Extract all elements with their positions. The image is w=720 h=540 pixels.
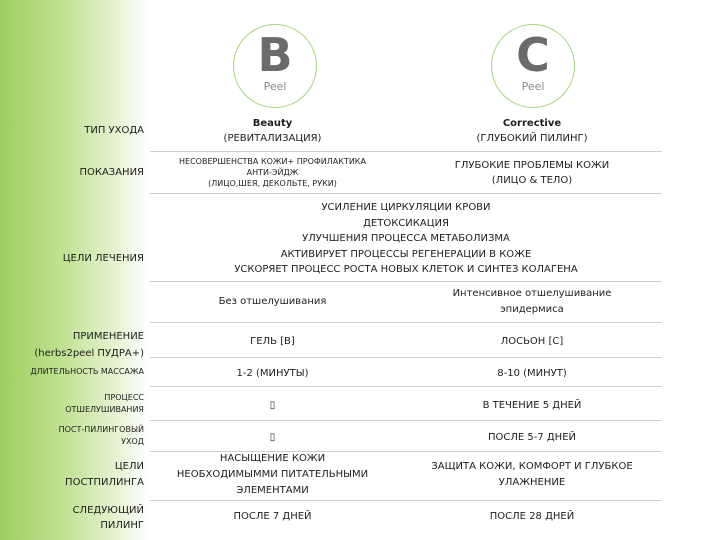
row-divider bbox=[150, 420, 662, 421]
indications-c-cell bbox=[402, 158, 662, 188]
peeling-process-label-line: ОТШЕЛУШИВАНИЯ bbox=[65, 405, 144, 414]
indications-c-line: (ЛИЦО & ТЕЛО) bbox=[491, 175, 573, 186]
row-divider bbox=[150, 193, 662, 194]
peeling-process-label-line: ПРОЦЕСС bbox=[104, 393, 144, 402]
row-divider bbox=[150, 500, 662, 501]
peeling-process-c: В ТЕЧЕНИЕ 5 ДНЕЙ bbox=[482, 400, 582, 411]
application-b: ГЕЛЬ [B] bbox=[250, 336, 295, 347]
exfoliation-b: Без отшелушивания bbox=[218, 296, 327, 307]
next-peel-label-line: ПИЛИНГ bbox=[100, 520, 144, 531]
post-goals-c-line: УЛАЖНЕНИЕ bbox=[498, 477, 566, 488]
type-c-sub: (ГЛУБОКИЙ ПИЛИНГ) bbox=[476, 133, 588, 144]
post-care-label-line: ПОСТ-ПИЛИНГОВЫЙ bbox=[58, 425, 144, 434]
peeling-process-b: ▯ bbox=[269, 400, 276, 411]
next-peel-b: ПОСЛЕ 7 ДНЕЙ bbox=[233, 511, 312, 522]
application-c: ЛОСЬОН [C] bbox=[500, 336, 564, 347]
row-divider bbox=[150, 322, 662, 323]
badge-b-letter: B bbox=[257, 28, 293, 82]
badge-b-sub: Peel bbox=[263, 80, 287, 93]
massage-b: 1-2 (МИНУТЫ) bbox=[236, 368, 309, 379]
row-label-type: ТИП УХОДА bbox=[84, 125, 144, 136]
post-goals-c-cell bbox=[402, 459, 662, 491]
row-label-next-peel bbox=[0, 503, 144, 533]
application-label-line: ПРИМЕНЕНИЕ bbox=[72, 331, 144, 342]
type-b-sub: (РЕВИТАЛИЗАЦИЯ) bbox=[223, 133, 322, 144]
exfoliation-c-line: эпидермиса bbox=[500, 304, 564, 315]
post-care-c: ПОСЛЕ 5-7 ДНЕЙ bbox=[487, 432, 577, 443]
post-goals-label-line: ЦЕЛИ bbox=[114, 461, 144, 472]
type-b-title: Beauty bbox=[252, 118, 293, 129]
application-label-line: (herbs2peel ПУДРА+) bbox=[34, 348, 144, 359]
indications-c-line: ГЛУБОКИЕ ПРОБЛЕМЫ КОЖИ bbox=[454, 160, 610, 171]
post-goals-b-cell bbox=[150, 451, 395, 499]
row-divider bbox=[150, 386, 662, 387]
exfoliation-c-line: Интенсивное отшелушивание bbox=[452, 288, 612, 299]
post-goals-b-line: ЭЛЕМЕНТАМИ bbox=[236, 485, 309, 496]
post-care-label-line: УХОД bbox=[121, 437, 144, 446]
badge-c-letter: C bbox=[516, 28, 550, 82]
goals-line: УСИЛЕНИЕ ЦИРКУЛЯЦИИ КРОВИ bbox=[321, 202, 491, 213]
row-label-post-goals bbox=[0, 459, 144, 491]
post-goals-label-line: ПОСТПИЛИНГА bbox=[65, 477, 144, 488]
indications-b-line: АНТИ-ЭЙДЖ bbox=[246, 168, 299, 177]
row-label-massage: ДЛИТЕЛЬНОСТЬ МАССАЖА bbox=[30, 367, 144, 376]
indications-b-line: НЕСОВЕРШЕНСТВА КОЖИ+ ПРОФИЛАКТИКА bbox=[179, 157, 366, 166]
badge-c-sub: Peel bbox=[521, 80, 545, 93]
next-peel-c: ПОСЛЕ 28 ДНЕЙ bbox=[489, 511, 575, 522]
next-peel-label-line: СЛЕДУЮЩИЙ bbox=[72, 505, 144, 516]
type-c-cell bbox=[402, 116, 662, 146]
post-goals-b-line: НАСЫЩЕНИЕ КОЖИ bbox=[219, 453, 326, 464]
goals-cell bbox=[150, 200, 662, 278]
row-label-goals: ЦЕЛИ ЛЕЧЕНИЯ bbox=[62, 253, 144, 264]
indications-b-line: (ЛИЦО,ШЕЯ, ДЕКОЛЬТЕ, РУКИ) bbox=[208, 179, 337, 188]
row-label-indications: ПОКАЗАНИЯ bbox=[79, 167, 144, 178]
goals-line: АКТИВИРУЕТ ПРОЦЕССЫ РЕГЕНЕРАЦИИ В КОЖЕ bbox=[280, 248, 532, 260]
badge-c-peel bbox=[491, 24, 575, 108]
indications-b-cell bbox=[150, 156, 395, 189]
row-label-post-care bbox=[0, 424, 144, 448]
massage-c: 8-10 (МИНУТ) bbox=[497, 368, 567, 379]
goals-line: УСКОРЯЕТ ПРОЦЕСС РОСТА НОВЫХ КЛЕТОК И СИНТЕЗ КОЛАГЕНА bbox=[234, 264, 578, 275]
goals-line: ДЕТОКСИКАЦИЯ bbox=[363, 217, 449, 229]
goals-line: УЛУЧШЕНИЯ ПРОЦЕССА МЕТАБОЛИЗМА bbox=[302, 233, 510, 244]
post-goals-c-line: ЗАЩИТА КОЖИ, КОМФОРТ И ГЛУБКОЕ bbox=[431, 461, 633, 472]
row-label-application bbox=[0, 328, 144, 362]
post-care-b: ▯ bbox=[269, 432, 276, 443]
type-b-cell bbox=[150, 116, 395, 146]
post-goals-b-line: НЕОБХОДИМЫММИ ПИТАТЕЛЬНЫМИ bbox=[176, 469, 369, 480]
row-divider bbox=[150, 151, 662, 152]
row-divider bbox=[150, 281, 662, 282]
badge-b-peel bbox=[233, 24, 317, 108]
exfoliation-c-cell bbox=[402, 286, 662, 318]
row-label-peeling-process bbox=[0, 392, 144, 416]
row-divider bbox=[150, 357, 662, 358]
type-c-title: Corrective bbox=[502, 118, 562, 129]
